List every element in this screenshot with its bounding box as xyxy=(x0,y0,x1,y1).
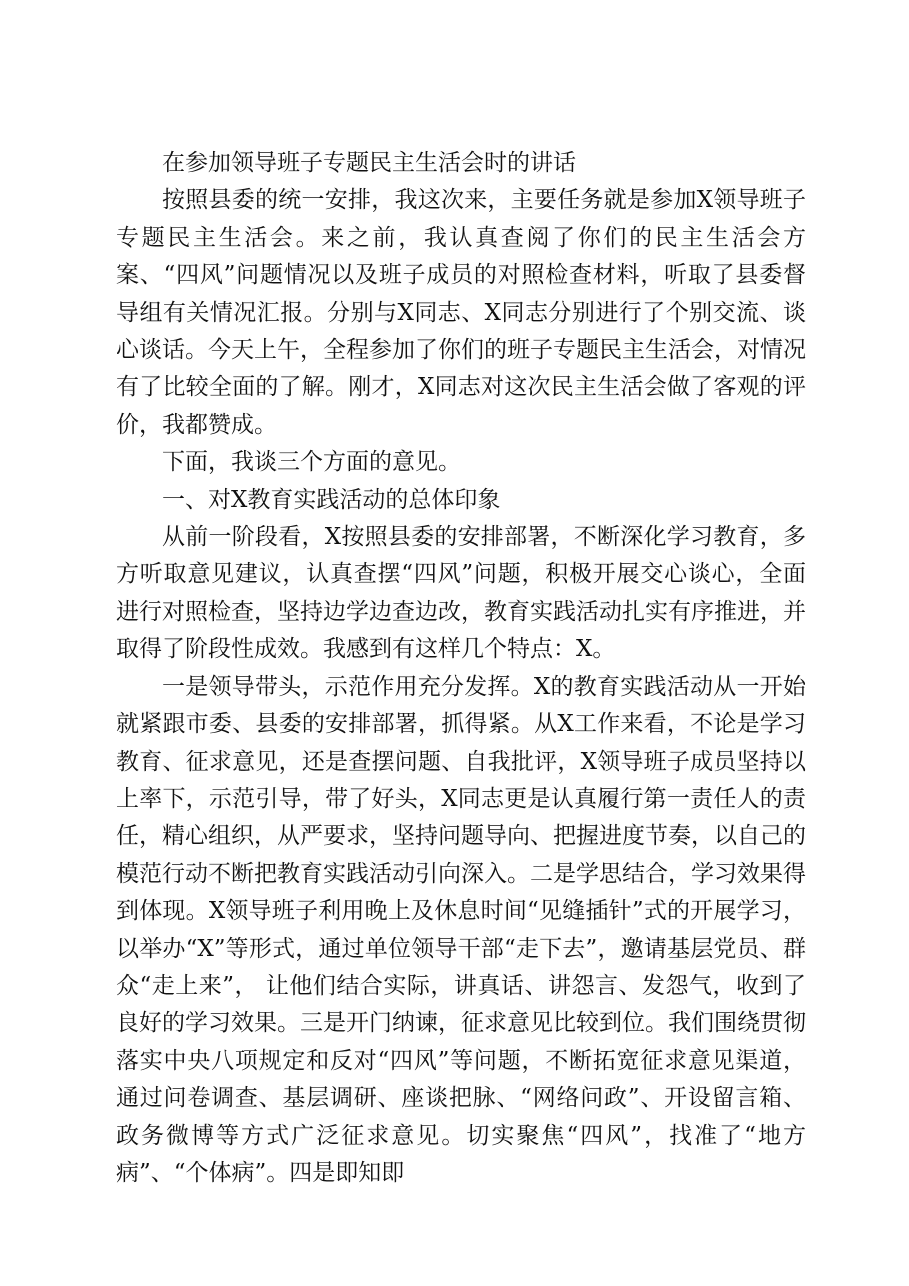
paragraph-features: 一是领导带头，示范作用充分发挥。X的教育实践活动从一开始就紧跟市委、县委的安排部署，抓得紧。从X工作来看，不论是学习教育、征求意见，还是查摆问题、自我批评，X领导班子成员坚持以上率下，示范引导，带了好头，X同志更是认真履行第一责任人的责任，精心组织，从严要求，坚持问题导向、把握进度节奏，以自己的模范行动不断把教育实践活动引向深入。二是学思结合，学习效果得到体现。X领导班子利用晚上及休息时间“见缝插针”式的开展学习，以举办“X”等形式，通过单位领导干部“走下去”，邀请基层党员、群众“走上来”， 让他们结合实际，讲真话、讲怨言、发怨气，收到了良好的学习效果。三是开门纳谏，征求意见比较到位。我们围绕贯彻落实中央八项规定和反对“四风”等问题，不断拓宽征求意见渠道，通过问卷调查、基层调研、座谈把脉、“网络问政”、开设留言箱、政务微博等方式广泛征求意见。切实聚焦“四风”，找准了“地方病”、“个体病”。四是即知即 xyxy=(116,673,806,1186)
paragraph-overview: 从前一阶段看，X按照县委的安排部署，不断深化学习教育，多方听取意见建议，认真查摆“四风”问题，积极开展交心谈心，全面进行对照检查，坚持边学边查边改，教育实践活动扎实有序推进，并取得了阶段性成效。我感到有这样几个特点：X。 xyxy=(116,524,806,663)
section-heading-1: 一、对X教育实践活动的总体印象 xyxy=(162,486,501,513)
paragraph-intro: 按照县委的统一安排，我这次来，主要任务就是参加X领导班子专题民主生活会。来之前，我认真查阅了你们的民主生活会方案、“四风”问题情况以及班子成员的对照检查材料，听取了县委督导组有关情况汇报。分别与X同志、X同志分别进行了个别交流、谈心谈话。今天上午，全程参加了你们的班子专题民主生活会，对情况有了比较全面的了解。刚才，X同志对这次民主生活会做了客观的评价，我都赞成。 xyxy=(116,187,806,438)
document-body xyxy=(116,145,806,1192)
paragraph-three-points: 下面，我谈三个方面的意见。 xyxy=(162,449,461,476)
document-title: 在参加领导班子专题民主生活会时的讲话 xyxy=(162,150,576,176)
